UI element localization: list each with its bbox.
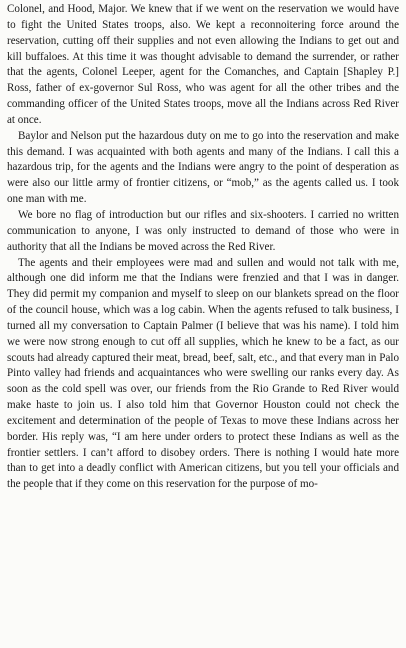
paragraph-2: Baylor and Nelson put the hazardous duty on me to go into the reservation and make this demand. I was acquainted with both agents and many of the Indians. I call this a hazardous trip, for the agents and the Indians were angry to the point of desperation as were also our little army of frontier citizens, or “mob,” as the agents called us. I took one man with me. <box>7 129 399 206</box>
paragraph-1: Colonel, and Hood, Major. We knew that if we went on the reservation we would have to fight the United States troops, also. We kept a reconnoitering force around the reservation, cutting off their supplies and not even allowing the Indians to get out and kill buffaloes. At this time it was thought advisable to demand the surrender, or rather that the agents, Colonel Leeper, agent for the Comanches, and Captain [Shapley P.] Ross, father of ex-governor Sul Ross, who was agent for all the other tribes and the commanding officer of the United States troops, move all the Indians across Red River at once. <box>7 3 399 126</box>
paragraph-3: We bore no flag of introduction but our rifles and six-shooters. I carried no written communication to anyone, I was only instructed to demand of those who were in authority that all the Indians be moved across the Red River. <box>7 208 399 253</box>
paragraph-4: The agents and their employees were mad and sullen and would not talk with me, although one did inform me that the Indians were frenzied and that I was in danger. They did permit my companion and myself to sleep on our blankets spread on the floor of the council house, which was a log cabin. When the agents refused to talk business, I turned all my conversation to Captain Palmer (I believe that was his name). I told him we were now strong enough to cut off all supplies, which he knew to be a fact, as our scouts had already captured their meat, bread, beef, salt, etc., and that every man in Palo Pinto valley had friends and acquaintances who were swelling our ranks every day. As soon as the cold spell was over, our friends from the Rio Grande to Red River would make haste to join us. I also told him that Governor Houston could not check the excitement and determination of the people of Texas to move these Indians across her border. His reply was, “I am here under orders to protect these Indians as well as the frontier settlers. I can’t afford to disobey orders. There is nothing I would hate more than to get into a deadly conflict with American citizens, but you tell your officials and the people that if they come on this reservation for the purpose of mo- <box>7 256 399 491</box>
